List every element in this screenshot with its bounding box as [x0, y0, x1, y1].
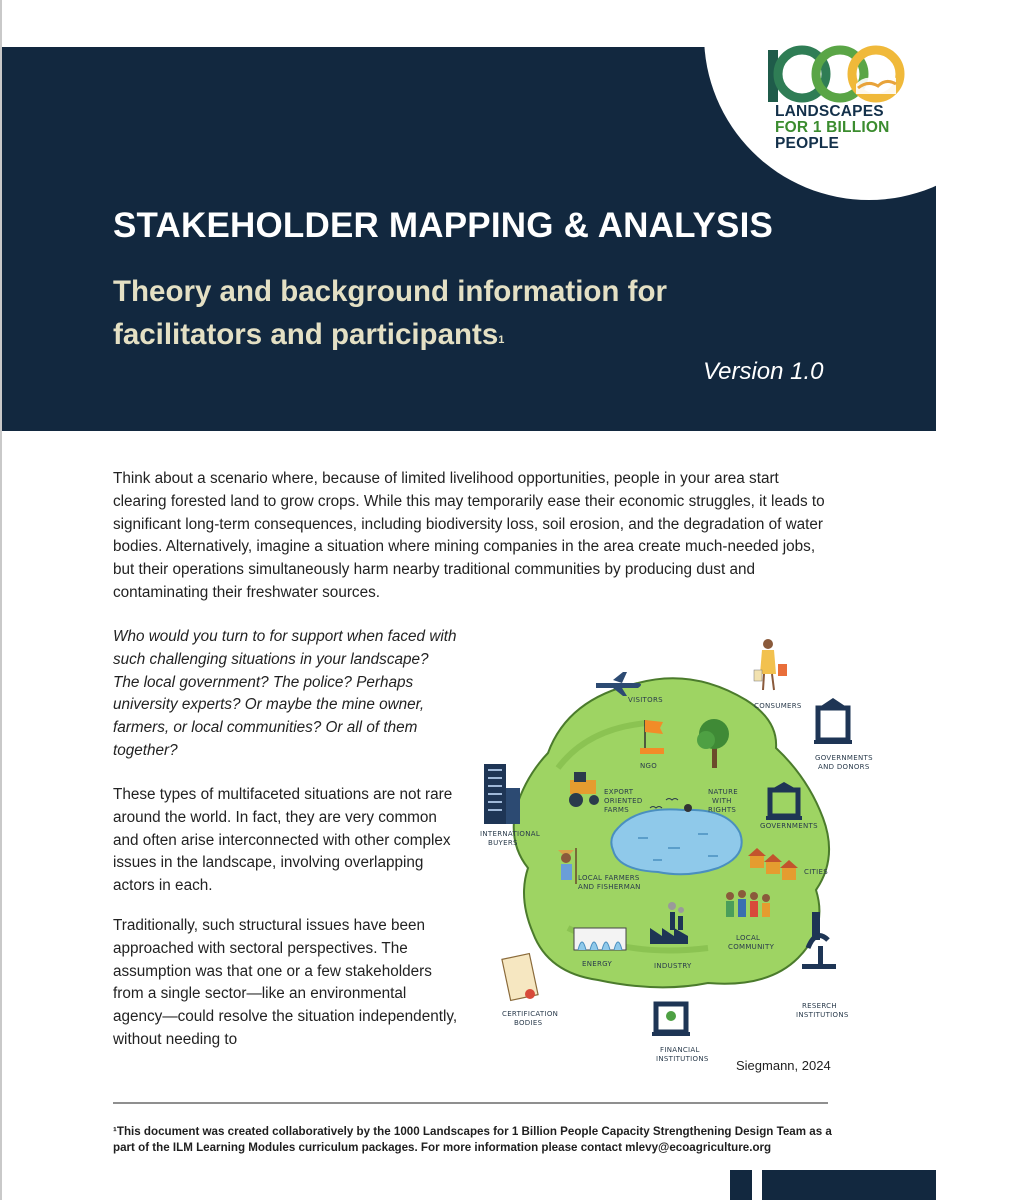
page-corner-block-right — [762, 1170, 936, 1200]
label-local-1: LOCAL — [736, 934, 761, 942]
footnote-divider — [113, 1102, 828, 1104]
label-export-2: ORIENTED — [604, 797, 643, 805]
document-title: STAKEHOLDER MAPPING & ANALYSIS — [113, 206, 774, 245]
label-nature-3: RIGHTS — [708, 806, 737, 814]
label-international-2: BUYERS — [488, 839, 518, 847]
logo-line-3: PEOPLE — [775, 135, 840, 152]
label-ngo: NGO — [640, 762, 658, 770]
label-certification-1: CERTIFICATION — [502, 1010, 559, 1018]
logo-line-1: LANDSCAPES — [775, 103, 884, 120]
label-research-2: INSTITUTIONS — [796, 1011, 849, 1019]
certificate-scroll-icon — [502, 954, 538, 1001]
label-nature-1: NATURE — [708, 788, 738, 796]
label-local-2: COMMUNITY — [728, 943, 775, 951]
traditional-paragraph: Traditionally, such structural issues have been approached with sectoral perspectives. The assumption was that one or a few stakeholders from a single sector—like an environmental agency—could resolve the situation independently, without needing to — [113, 917, 458, 1048]
stakeholder-landscape-illustration — [478, 628, 873, 1068]
label-governments: GOVERNMENTS — [760, 822, 818, 830]
governments-donors-building-icon — [814, 698, 852, 744]
illustration-credit: Siegmann, 2024 — [736, 1058, 831, 1073]
label-international-1: INTERNATIONAL — [480, 830, 541, 838]
subtitle-text: Theory and background information for facilitators and participants — [113, 275, 667, 351]
logo-line-2: FOR 1 BILLION — [775, 119, 890, 136]
label-export-1: EXPORT — [604, 788, 634, 796]
page-corner-block-left — [730, 1170, 752, 1200]
international-buyers-buildings-icon — [484, 764, 520, 824]
version-label: Version 1.0 — [703, 358, 824, 385]
question-paragraph: Who would you turn to for support when faced with such challenging situations in your landscape? The local government? The police? Perhaps university experts? Or maybe the mine owner, farmers, or local communities? Or all of them together? — [113, 628, 457, 759]
label-farmers-2: AND FISHERMAN — [578, 883, 641, 891]
logo-text — [775, 104, 890, 152]
label-financial-2: INSTITUTIONS — [656, 1055, 709, 1063]
footnote-text: ¹This document was created collaboratively by the 1000 Landscapes for 1 Billion People Capacity Strengthening Design Team as a part of the ILM Learning Modules curriculum packages. For more information please contact mlevy@ecoagriculture.org — [113, 1125, 832, 1154]
intro-paragraph: Think about a scenario where, because of limited livelihood opportunities, people in your area start clearing forested land to grow crops. While this may temporarily ease their economic struggles, it leads to significant long-term consequences, including biodiversity loss, soil erosion, and the degradation of water bodies. Alternatively, imagine a situation where mining companies in the area create much-needed jobs, but their operations simultaneously harm nearby traditional communities by producing dust and contaminating their freshwater sources. — [113, 470, 825, 601]
energy-dam-icon — [574, 928, 626, 950]
label-consumers: CONSUMERS — [754, 702, 802, 710]
financial-institution-icon — [652, 1004, 690, 1036]
consumer-person-icon — [754, 639, 787, 690]
label-nature-2: WITH — [712, 797, 732, 805]
label-cities: CITIES — [804, 868, 828, 876]
label-export-3: FARMS — [604, 806, 630, 814]
footnote-marker: 1 — [498, 334, 505, 346]
label-governments-donors-2: AND DONORS — [818, 763, 870, 771]
label-energy: ENERGY — [582, 960, 613, 968]
multifaceted-paragraph: These types of multifaceted situations are not rare around the world. In fact, they are very common and often arise interconnected with other complex issues in the landscape, involving overlapping actors in each. — [113, 786, 453, 895]
document-subtitle — [113, 270, 753, 356]
logo-1000-graphic — [766, 44, 902, 106]
label-visitors: VISITORS — [628, 696, 663, 704]
label-governments-donors-1: GOVERNMENTS — [815, 754, 873, 762]
label-certification-2: BODIES — [514, 1019, 543, 1027]
label-research-1: RESERCH — [802, 1002, 837, 1010]
lake — [611, 809, 741, 874]
label-financial-1: FINANCIAL — [660, 1046, 700, 1054]
monkey-icon — [684, 804, 692, 812]
label-farmers-1: LOCAL FARMERS — [578, 874, 640, 882]
label-industry: INDUSTRY — [654, 962, 692, 970]
